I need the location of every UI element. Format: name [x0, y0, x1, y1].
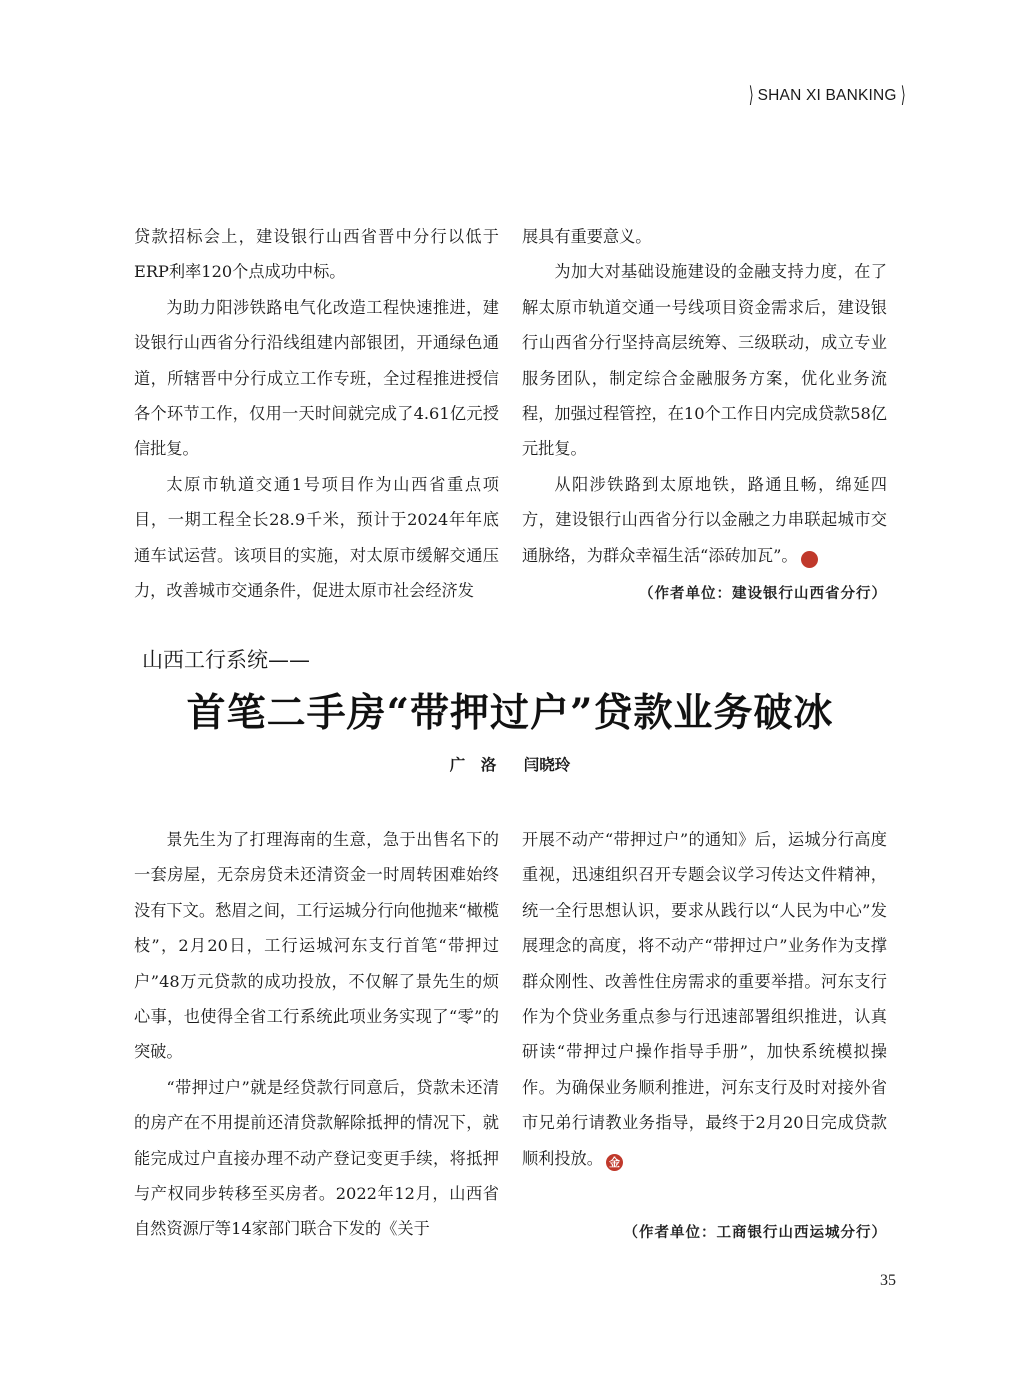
- paragraph-text: 开展不动产“带押过户”的通知》后，运城分行高度重视，迅速组织召开专题会议学习传达文件精神，统一全行思想认识，要求从践行以“人民为中心”发展理念的高度，将不动产“带押过户”业务作为支撑群众刚性、改善性住房需求的重要举措。河东支行作为个贷业务重点参与行迅速部署组织推进，认真研读“带押过户操作指导手册”，加快系统模拟操作。为确保业务顺利推进，河东支行及时对接外省市兄弟行请教业务指导，最终于2月20日完成贷款顺利投放。: [522, 830, 887, 1168]
- article-title: 首笔二手房“带押过户”贷款业务破冰: [186, 690, 834, 736]
- article-byline: [0, 753, 1020, 775]
- paragraph: 太原市轨道交通1号项目作为山西省重点项目，一期工程全长28.9千米，预计于2024年年底通车试运营。该项目的实施，对太原市缓解交通压力，改善城市交通条件，促进太原市社会经济发: [134, 474, 499, 601]
- end-of-article-icon: 金: [801, 551, 818, 568]
- paragraph: 为助力阳涉铁路电气化改造工程快速推进，建设银行山西省分行沿线组建内部银团，开通绿色通道，所辖晋中分行成立工作专班，全过程推进授信各个环节工作，仅用一天时间就完成了4.61亿元授信批复。: [134, 297, 499, 459]
- article-author-note: （作者单位：工商银行山西运城分行）: [623, 1224, 887, 1241]
- masthead: [747, 84, 907, 108]
- article-kicker: 山西工行系统——: [142, 648, 310, 672]
- paragraph: [522, 822, 887, 1176]
- paragraph: “带押过户”就是经贷款行同意后，贷款未还清的房产在不用提前还清贷款解除抵押的情况下，就能完成过户直接办理不动产登记变更手续，将抵押与产权同步转移至买房者。2022年12月，山西省自然资源厅等14家部门联合下发的《关于: [134, 1077, 499, 1239]
- prev-article-author-note: （作者单位：建设银行山西省分行）: [639, 585, 887, 602]
- author-name: 广 洛: [449, 756, 497, 774]
- masthead-right-bracket: ⟩: [900, 83, 906, 108]
- paragraph: [522, 467, 887, 573]
- paragraph: 景先生为了打理海南的生意，急于出售名下的一套房屋，无奈房贷未还清资金一时周转困难始终没有下文。愁眉之间，工行运城分行向他抛来“橄榄枝”，2月20日，工行运城河东支行首笔“带押过户”48万元贷款的成功投放，不仅解了景先生的烦心事，也使得全省工行系统此项业务实现了“零”的突破。: [134, 830, 499, 1062]
- author-name: 闫晓玲: [523, 756, 571, 774]
- paragraph: 为加大对基础设施建设的金融支持力度，在了解太原市轨道交通一号线项目资金需求后，建设银行山西省分行坚持高层统筹、三级联动，成立专业服务团队，制定综合金融服务方案，优化业务流程，加强过程管控，在10个工作日内完成贷款58亿元批复。: [522, 262, 887, 459]
- page-number: 35: [880, 1272, 896, 1289]
- article-column-1: [134, 822, 499, 1247]
- prev-article-column-1: [134, 219, 499, 608]
- prev-article-column-2: [522, 219, 887, 573]
- paragraph: 展具有重要意义。: [522, 227, 652, 246]
- end-of-article-icon: 金: [606, 1154, 623, 1171]
- masthead-left-bracket: ⟩: [748, 83, 754, 108]
- paragraph-text: 从阳涉铁路到太原地铁，路通且畅，绵延四方，建设银行山西省分行以金融之力串联起城市交通脉络，为群众幸福生活“添砖加瓦”。: [522, 474, 887, 565]
- paragraph: 贷款招标会上，建设银行山西省晋中分行以低于ERP利率120个点成功中标。: [134, 227, 499, 282]
- publication-name: SHAN XI BANKING: [757, 87, 897, 104]
- article-column-2: [522, 822, 887, 1176]
